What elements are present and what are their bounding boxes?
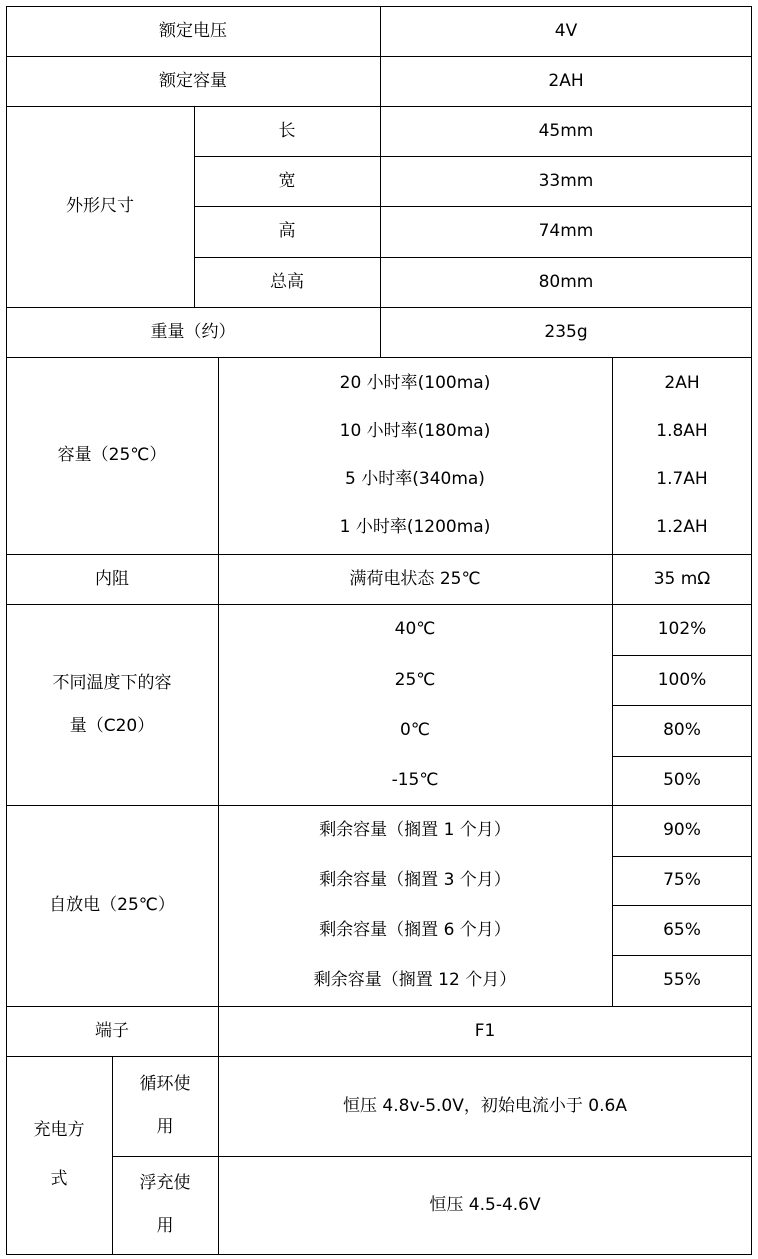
charging-cycle-label-line2: 用 [156,1117,174,1137]
capacity-rate: 5 小时率(340ma) [345,468,485,489]
charging-float-label [112,1156,218,1254]
internal-resistance-label: 内阻 [95,568,129,589]
charging-cycle-value: 恒压 4.8v-5.0V，初始电流小于 0.6A [343,1095,627,1116]
self-discharge-value: 75% [663,870,701,890]
dimension-value: 74mm [538,221,594,241]
dimension-name: 长 [278,120,296,141]
self-discharge-condition: 剩余容量（搁置 12 个月） [313,970,517,990]
capacity-rate: 10 小时率(180ma) [339,420,491,441]
charging-method-label-line1: 充电方 [33,1120,85,1140]
rated-voltage-value: 4V [554,20,578,41]
internal-resistance-value: 35 mΩ [653,568,711,589]
self-discharge-value: 55% [663,970,701,990]
charging-method-label-line2: 式 [50,1169,68,1189]
internal-resistance-condition: 满荷电状态 25℃ [349,568,481,589]
self-discharge-condition: 剩余容量（搁置 1 个月） [319,820,511,840]
capacity-25c-label: 容量（25℃） [57,445,167,465]
temperature-capacity-value: 80% [663,720,701,740]
rated-capacity-value: 2AH [548,70,584,91]
dimension-value: 45mm [538,120,594,141]
charging-float-label-line1: 浮充使 [139,1173,191,1193]
temperature-capacity-label-line2: 量（C20） [69,715,155,736]
capacity-rate-value: 1.2AH [656,516,708,537]
weight-value: 235g [544,321,588,342]
temperature-capacity-label-line1: 不同温度下的容 [52,672,172,693]
capacity-rate: 20 小时率(100ma) [339,372,491,393]
temperature-capacity-value: 100% [657,669,707,690]
charging-method-label [6,1056,112,1254]
dimensions-label: 外形尺寸 [66,196,134,216]
dimension-name: 高 [278,221,296,241]
charging-cycle-label-line1: 循环使 [139,1074,191,1094]
temperature-capacity-label [6,604,218,805]
temperature: 0℃ [400,720,430,740]
rule [6,1254,752,1255]
charging-cycle-label [112,1056,218,1156]
dimension-name: 宽 [278,170,296,191]
charging-float-label-line2: 用 [156,1216,174,1236]
temperature-capacity-value: 102% [657,619,707,639]
capacity-rate: 1 小时率(1200ma) [339,516,491,537]
self-discharge-condition: 剩余容量（搁置 3 个月） [319,870,511,890]
self-discharge-value: 90% [663,820,701,840]
dimension-value: 80mm [538,271,594,292]
charging-float-value: 恒压 4.5-4.6V [429,1194,541,1215]
temperature: 25℃ [394,669,436,690]
capacity-rate-value: 1.8AH [656,420,708,441]
capacity-rate-value: 2AH [664,372,700,393]
self-discharge-condition: 剩余容量（搁置 6 个月） [319,919,511,940]
terminal-value: F1 [474,1020,496,1041]
self-discharge-value: 65% [663,919,701,940]
self-discharge-label: 自放电（25℃） [49,895,175,915]
dimension-name: 总高 [270,271,304,292]
weight-label: 重量（约） [150,321,236,342]
temperature-capacity-value: 50% [663,770,701,790]
terminal-label: 端子 [95,1020,129,1041]
capacity-rate-value: 1.7AH [656,468,708,489]
temperature: -15℃ [391,770,439,790]
temperature: 40℃ [394,619,436,639]
rated-capacity-label: 额定容量 [159,70,227,91]
rated-voltage-label: 额定电压 [159,20,227,41]
dimension-value: 33mm [538,170,594,191]
